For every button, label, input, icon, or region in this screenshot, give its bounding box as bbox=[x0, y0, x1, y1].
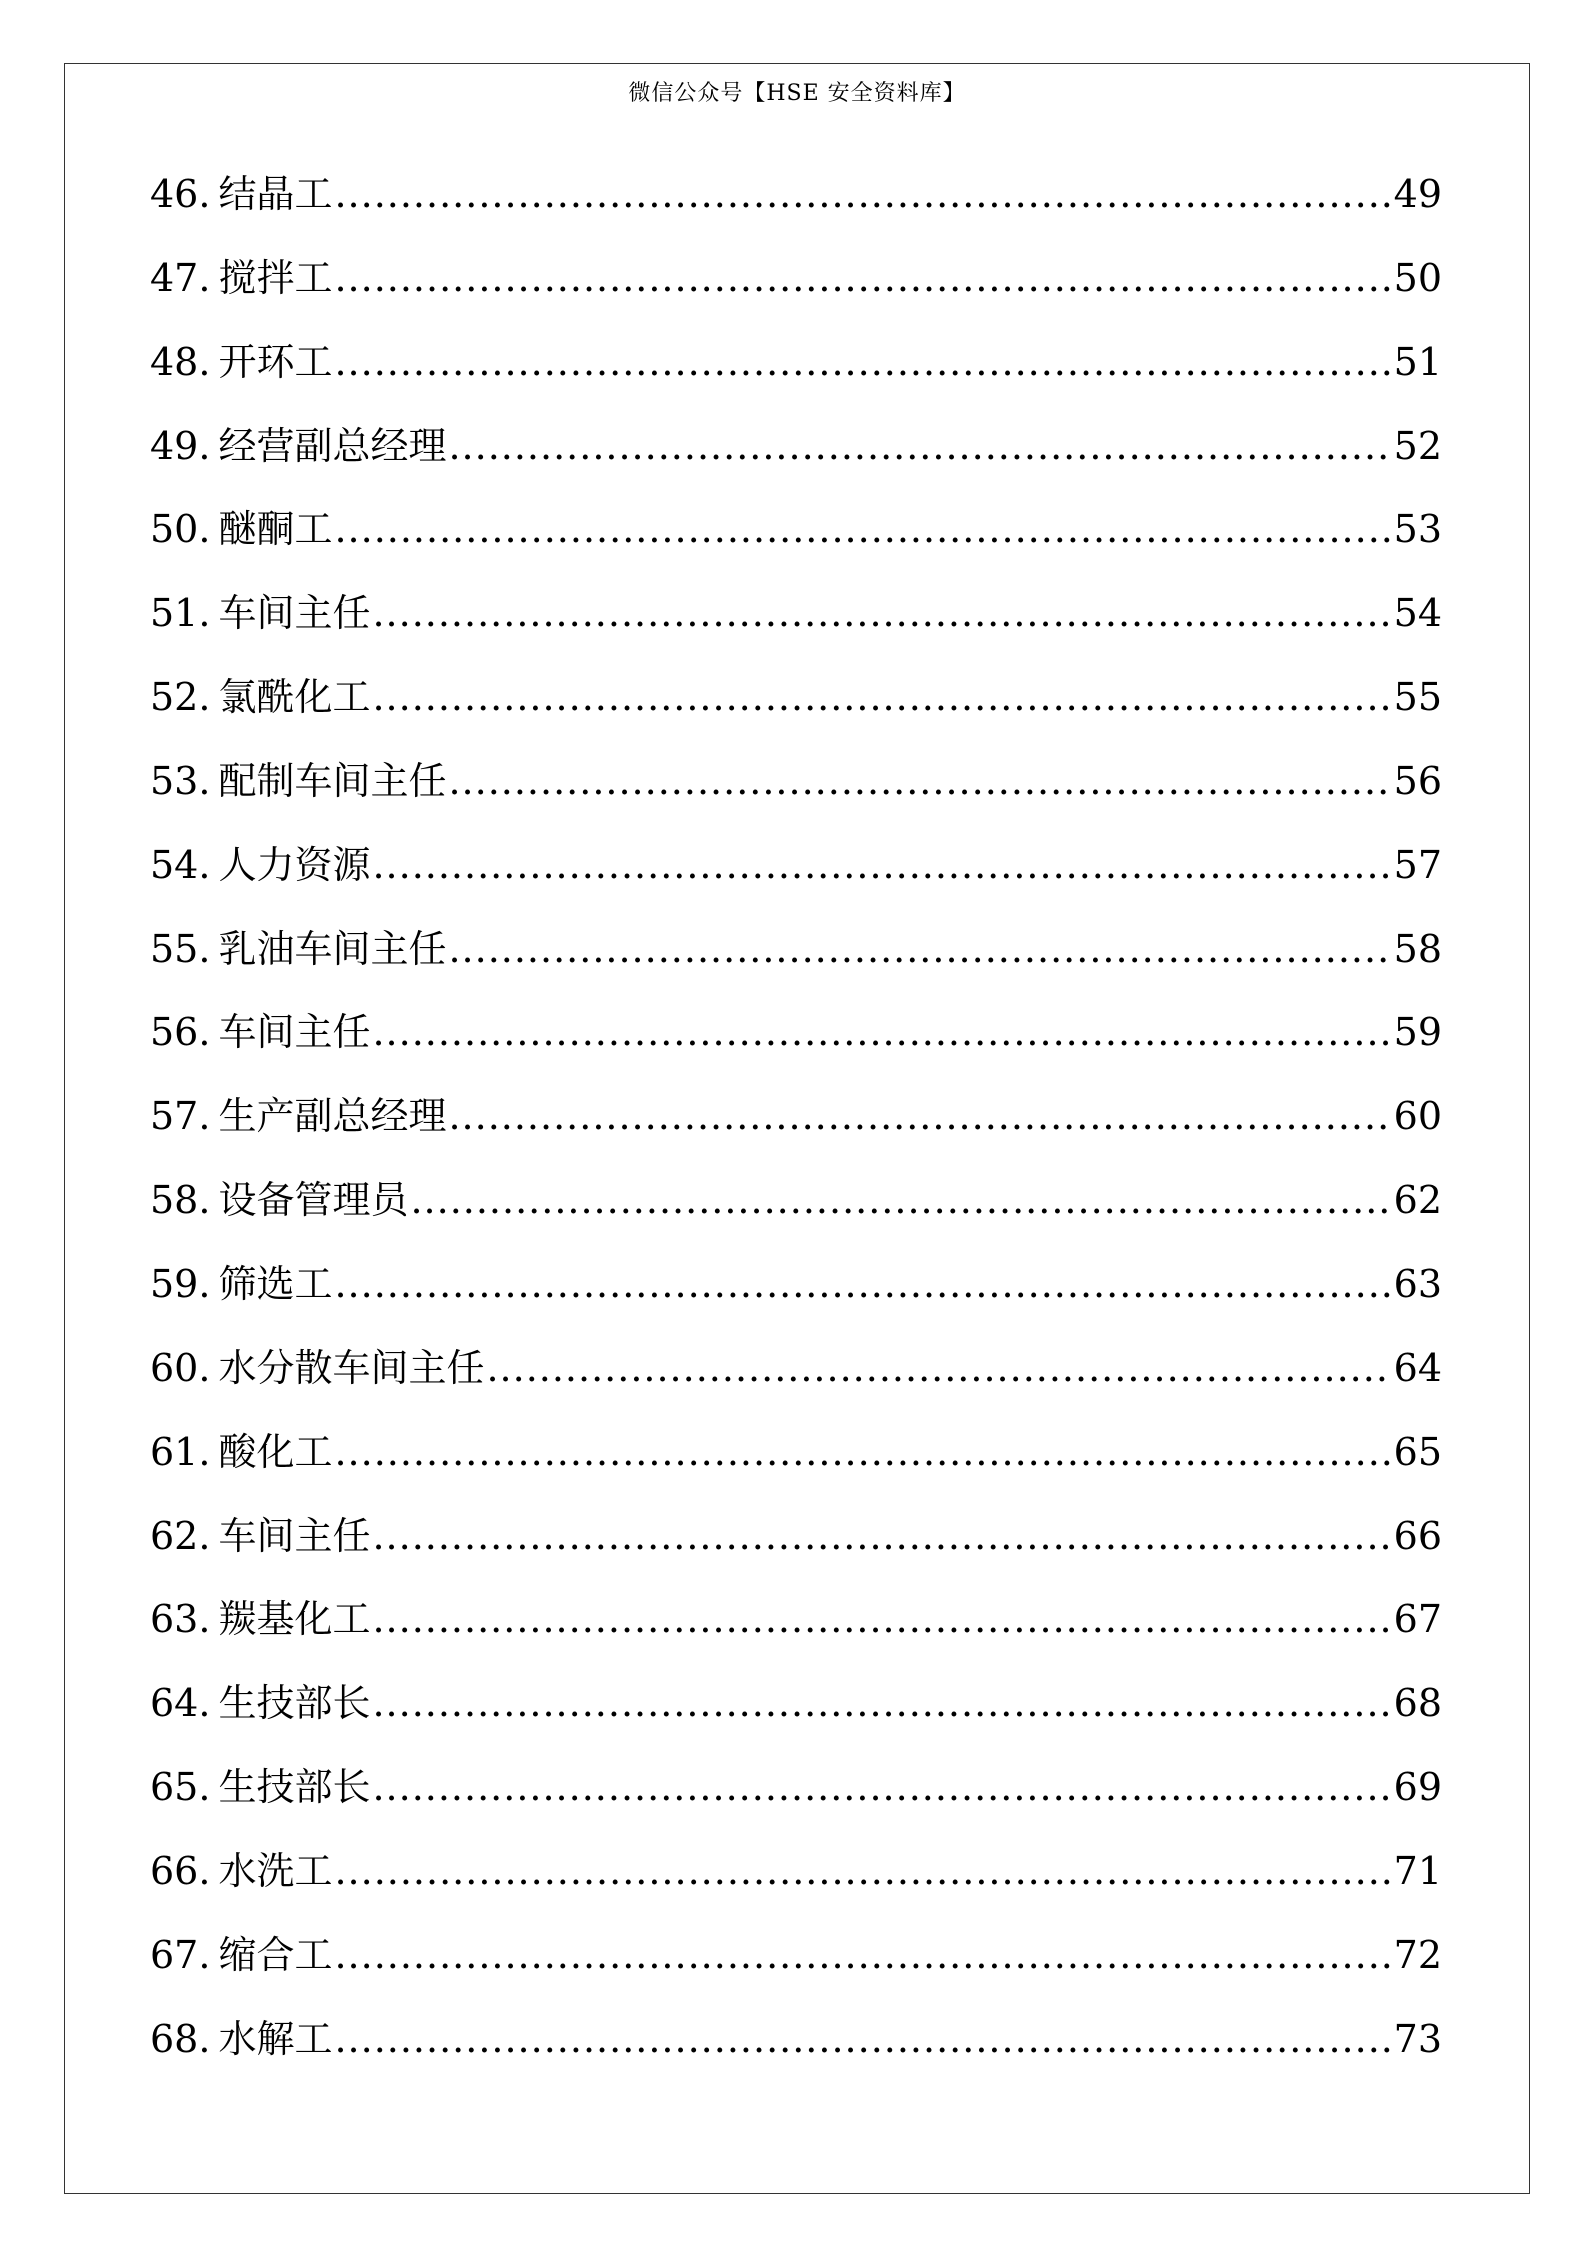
toc-entry-page: 62 bbox=[1393, 1178, 1442, 1223]
toc-entry[interactable] bbox=[150, 1164, 1442, 1248]
toc-entry[interactable] bbox=[150, 242, 1442, 326]
toc-entry-page: 66 bbox=[1393, 1513, 1442, 1558]
toc-dot-leader bbox=[372, 1500, 1391, 1572]
toc-entry-page: 69 bbox=[1393, 1765, 1442, 1810]
toc-entry-page: 58 bbox=[1393, 926, 1442, 971]
toc-entry-title: 羰基化工 bbox=[218, 1597, 371, 1642]
toc-entry-title: 水洗工 bbox=[218, 1848, 333, 1893]
toc-entry-page: 59 bbox=[1393, 1010, 1442, 1055]
toc-dot-leader bbox=[334, 2003, 1391, 2075]
toc-dot-leader bbox=[448, 1080, 1391, 1152]
toc-entry-title: 人力资源 bbox=[218, 842, 371, 887]
toc-dot-leader bbox=[448, 913, 1391, 985]
toc-entry-number: 53. bbox=[150, 758, 211, 803]
toc-entry[interactable] bbox=[150, 1667, 1442, 1751]
toc-entry-number: 58. bbox=[150, 1178, 211, 1223]
toc-entry-number: 57. bbox=[150, 1094, 211, 1139]
toc-entry-number: 61. bbox=[150, 1429, 211, 1474]
toc-entry-title: 搅拌工 bbox=[218, 255, 333, 300]
toc-entry[interactable] bbox=[150, 1583, 1442, 1667]
toc-entry-title: 车间主任 bbox=[218, 1513, 371, 1558]
toc-entry-title: 水分散车间主任 bbox=[218, 1345, 485, 1390]
toc-dot-leader bbox=[372, 996, 1391, 1068]
toc-entry-number: 50. bbox=[150, 507, 211, 552]
toc-entry-page: 49 bbox=[1393, 172, 1442, 216]
toc-entry-number: 60. bbox=[150, 1345, 211, 1390]
toc-entry-number: 52. bbox=[150, 675, 211, 720]
page-header: 微信公众号【HSE 安全资料库】 bbox=[628, 81, 966, 106]
toc-entry-title: 设备管理员 bbox=[218, 1178, 409, 1223]
toc-entry-number: 46. bbox=[150, 172, 211, 216]
toc-dot-leader bbox=[372, 661, 1391, 733]
toc-entry[interactable] bbox=[150, 2003, 1442, 2087]
toc-entry-number: 49. bbox=[150, 423, 211, 468]
toc-entry[interactable] bbox=[150, 996, 1442, 1080]
toc-entry-page: 65 bbox=[1393, 1429, 1442, 1474]
toc-entry[interactable] bbox=[150, 829, 1442, 913]
toc-dot-leader bbox=[372, 1583, 1391, 1655]
toc-entry[interactable] bbox=[150, 1416, 1442, 1500]
toc-entry-number: 63. bbox=[150, 1597, 211, 1642]
toc-dot-leader bbox=[334, 158, 1391, 230]
toc-entry-number: 67. bbox=[150, 1932, 211, 1977]
toc-entry-page: 57 bbox=[1393, 842, 1442, 887]
toc-entry[interactable] bbox=[150, 1248, 1442, 1332]
toc-entry-title: 酸化工 bbox=[218, 1429, 333, 1474]
toc-entry-page: 51 bbox=[1393, 339, 1442, 384]
toc-entry-page: 68 bbox=[1393, 1681, 1442, 1726]
toc-entry[interactable] bbox=[150, 1500, 1442, 1584]
toc-entry-number: 54. bbox=[150, 842, 211, 887]
toc-entry-title: 经营副总经理 bbox=[218, 423, 447, 468]
toc-entry[interactable] bbox=[150, 158, 1442, 242]
toc-dot-leader bbox=[372, 1751, 1391, 1823]
toc-entry[interactable] bbox=[150, 326, 1442, 410]
toc-entry-page: 72 bbox=[1393, 1932, 1442, 1977]
toc-entry-number: 48. bbox=[150, 339, 211, 384]
toc-entry-title: 车间主任 bbox=[218, 1010, 371, 1055]
toc-dot-leader bbox=[334, 1248, 1391, 1320]
toc-entry-number: 59. bbox=[150, 1261, 211, 1306]
toc-dot-leader bbox=[448, 410, 1391, 482]
toc-dot-leader bbox=[410, 1164, 1391, 1236]
toc-entry-page: 56 bbox=[1393, 758, 1442, 803]
toc-dot-leader bbox=[372, 829, 1391, 901]
toc-entry-title: 筛选工 bbox=[218, 1261, 333, 1306]
toc-entry-number: 64. bbox=[150, 1681, 211, 1726]
toc-entry-title: 醚酮工 bbox=[218, 507, 333, 552]
toc-entry[interactable] bbox=[150, 913, 1442, 997]
toc-dot-leader bbox=[334, 1416, 1391, 1488]
toc-entry-title: 生技部长 bbox=[218, 1681, 371, 1726]
toc-entry-number: 47. bbox=[150, 255, 211, 300]
toc-entry[interactable] bbox=[150, 1332, 1442, 1416]
toc-entry-title: 开环工 bbox=[218, 339, 333, 384]
toc-entry-title: 水解工 bbox=[218, 2016, 333, 2061]
toc-entry-number: 62. bbox=[150, 1513, 211, 1558]
toc-entry[interactable] bbox=[150, 493, 1442, 577]
toc-entry-page: 64 bbox=[1393, 1345, 1442, 1390]
toc-entry-title: 缩合工 bbox=[218, 1932, 333, 1977]
toc-entry[interactable] bbox=[150, 1080, 1442, 1164]
toc-entry-page: 53 bbox=[1393, 507, 1442, 552]
toc-entry-page: 50 bbox=[1393, 255, 1442, 300]
toc-entry-title: 氯酰化工 bbox=[218, 675, 371, 720]
toc-entry-number: 56. bbox=[150, 1010, 211, 1055]
toc-entry-title: 结晶工 bbox=[218, 172, 333, 216]
toc-entry-title: 车间主任 bbox=[218, 591, 371, 636]
toc-dot-leader bbox=[334, 1919, 1391, 1991]
table-of-contents bbox=[150, 158, 1442, 2086]
toc-entry-number: 65. bbox=[150, 1765, 211, 1810]
toc-entry-page: 71 bbox=[1393, 1848, 1442, 1893]
toc-dot-leader bbox=[334, 493, 1391, 565]
toc-dot-leader bbox=[372, 1667, 1391, 1739]
toc-entry[interactable] bbox=[150, 1919, 1442, 2003]
toc-entry-page: 63 bbox=[1393, 1261, 1442, 1306]
toc-entry[interactable] bbox=[150, 410, 1442, 494]
toc-entry-number: 55. bbox=[150, 926, 211, 971]
toc-entry-page: 54 bbox=[1393, 591, 1442, 636]
toc-dot-leader bbox=[334, 242, 1391, 314]
toc-dot-leader bbox=[486, 1332, 1391, 1404]
toc-entry[interactable] bbox=[150, 1751, 1442, 1835]
toc-entry-title: 配制车间主任 bbox=[218, 758, 447, 803]
toc-entry-number: 68. bbox=[150, 2016, 211, 2061]
toc-entry-page: 73 bbox=[1393, 2016, 1442, 2061]
toc-entry-number: 66. bbox=[150, 1848, 211, 1893]
toc-dot-leader bbox=[448, 745, 1391, 817]
toc-entry[interactable] bbox=[150, 577, 1442, 661]
toc-dot-leader bbox=[334, 326, 1391, 398]
toc-entry-title: 生产副总经理 bbox=[218, 1094, 447, 1139]
toc-entry-page: 52 bbox=[1393, 423, 1442, 468]
toc-entry[interactable] bbox=[150, 1835, 1442, 1919]
toc-dot-leader bbox=[372, 577, 1391, 649]
toc-entry-page: 60 bbox=[1393, 1094, 1442, 1139]
toc-entry-title: 乳油车间主任 bbox=[218, 926, 447, 971]
toc-entry-number: 51. bbox=[150, 591, 211, 636]
toc-entry[interactable] bbox=[150, 745, 1442, 829]
toc-entry-page: 55 bbox=[1393, 675, 1442, 720]
toc-entry-page: 67 bbox=[1393, 1597, 1442, 1642]
toc-entry-title: 生技部长 bbox=[218, 1765, 371, 1810]
toc-entry[interactable] bbox=[150, 661, 1442, 745]
toc-dot-leader bbox=[334, 1835, 1391, 1907]
